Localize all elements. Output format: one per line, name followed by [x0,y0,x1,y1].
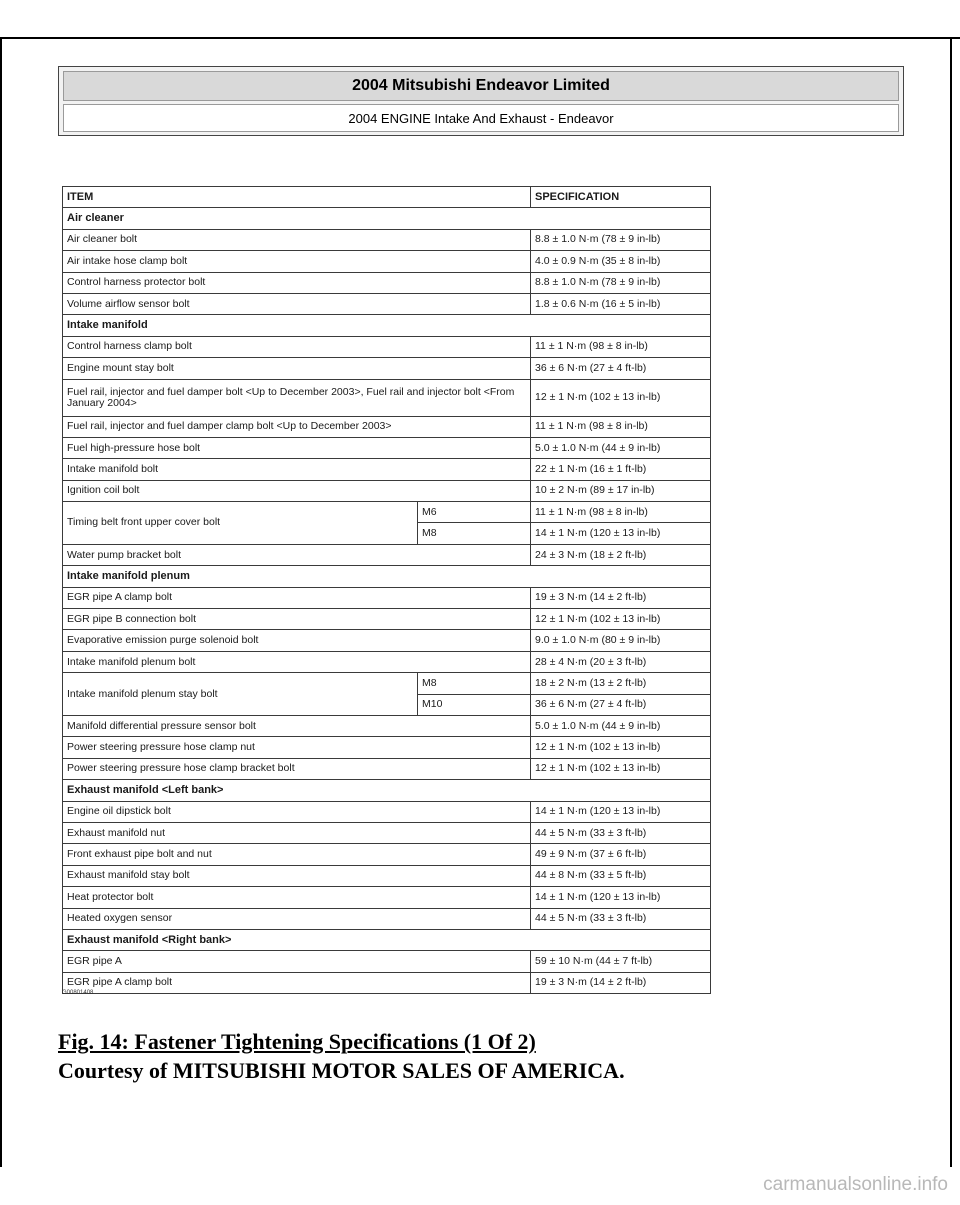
page-left-rule [0,37,2,1167]
item-cell: Engine mount stay bolt [63,358,531,379]
item-cell: Intake manifold bolt [63,459,531,480]
spec-cell: 24 ± 3 N·m (18 ± 2 ft-lb) [531,544,711,565]
size-cell: M6 [418,502,531,523]
table-row [63,972,711,993]
item-cell: Air intake hose clamp bolt [63,251,531,272]
table-row [63,480,711,501]
item-cell: Exhaust manifold stay bolt [63,865,531,886]
item-cell: Air cleaner bolt [63,229,531,250]
table-row [63,908,711,929]
spec-cell: 22 ± 1 N·m (16 ± 1 ft-lb) [531,459,711,480]
section-heading: Exhaust manifold <Right bank> [63,929,711,950]
item-cell: EGR pipe A [63,951,531,972]
spec-cell: 44 ± 5 N·m (33 ± 3 ft-lb) [531,822,711,843]
table-row [63,544,711,565]
item-cell: EGR pipe A clamp bolt [63,972,531,993]
spec-cell: 18 ± 2 N·m (13 ± 2 ft-lb) [531,673,711,694]
spec-cell: 11 ± 1 N·m (98 ± 8 in-lb) [531,502,711,523]
spec-table-body [63,187,711,994]
table-row [63,630,711,651]
spec-cell: 36 ± 6 N·m (27 ± 4 ft-lb) [531,694,711,715]
section-row [63,566,711,587]
table-row [63,379,711,416]
section-row [63,208,711,229]
item-cell: Fuel rail, injector and fuel damper clamp bolt <Up to December 2003> [63,416,531,437]
spec-cell: 19 ± 3 N·m (14 ± 2 ft-lb) [531,587,711,608]
item-cell: Heat protector bolt [63,887,531,908]
item-cell: Fuel rail, injector and fuel damper bolt <Up to December 2003>, Fuel rail and injector bolt <From January 2004> [63,379,531,416]
spec-cell: 1.8 ± 0.6 N·m (16 ± 5 in-lb) [531,293,711,314]
spec-cell: 28 ± 4 N·m (20 ± 3 ft-lb) [531,651,711,672]
item-cell: Evaporative emission purge solenoid bolt [63,630,531,651]
table-row [63,844,711,865]
spec-cell: 8.8 ± 1.0 N·m (78 ± 9 in-lb) [531,229,711,250]
spec-cell: 9.0 ± 1.0 N·m (80 ± 9 in-lb) [531,630,711,651]
table-row [63,737,711,758]
column-header-item: ITEM [63,187,531,208]
figure-caption-title: Fig. 14: Fastener Tightening Specifications (1 Of 2) [58,1029,536,1054]
item-cell: Fuel high-pressure hose bolt [63,437,531,458]
section-row [63,929,711,950]
spec-cell: 12 ± 1 N·m (102 ± 13 in-lb) [531,758,711,779]
table-row [63,673,711,694]
item-cell: Intake manifold plenum bolt [63,651,531,672]
figure-caption-credit: Courtesy of MITSUBISHI MOTOR SALES OF AMERICA. [58,1058,625,1083]
spec-figure [62,186,710,989]
header-title: 2004 Mitsubishi Endeavor Limited [63,71,899,101]
item-cell: Intake manifold plenum stay bolt [63,673,418,716]
item-cell: Control harness clamp bolt [63,336,531,357]
section-row [63,315,711,336]
item-cell: Exhaust manifold nut [63,822,531,843]
page-top-rule [0,37,960,39]
table-row [63,822,711,843]
table-row [63,887,711,908]
table-row [63,651,711,672]
spec-cell: 12 ± 1 N·m (102 ± 13 in-lb) [531,379,711,416]
spec-cell: 4.0 ± 0.9 N·m (35 ± 8 in-lb) [531,251,711,272]
table-header-row [63,187,711,208]
section-heading: Air cleaner [63,208,711,229]
spec-cell: 36 ± 6 N·m (27 ± 4 ft-lb) [531,358,711,379]
item-cell: Power steering pressure hose clamp bracket bolt [63,758,531,779]
table-row [63,336,711,357]
item-cell: Front exhaust pipe bolt and nut [63,844,531,865]
item-cell: Power steering pressure hose clamp nut [63,737,531,758]
spec-cell: 49 ± 9 N·m (37 ± 6 ft-lb) [531,844,711,865]
table-row [63,272,711,293]
spec-cell: 44 ± 5 N·m (33 ± 3 ft-lb) [531,908,711,929]
spec-cell: 11 ± 1 N·m (98 ± 8 in-lb) [531,336,711,357]
item-cell: EGR pipe B connection bolt [63,609,531,630]
spec-table [62,186,711,994]
spec-cell: 19 ± 3 N·m (14 ± 2 ft-lb) [531,972,711,993]
spec-cell: 12 ± 1 N·m (102 ± 13 in-lb) [531,609,711,630]
table-row [63,229,711,250]
spec-cell: 8.8 ± 1.0 N·m (78 ± 9 in-lb) [531,272,711,293]
spec-cell: 14 ± 1 N·m (120 ± 13 in-lb) [531,801,711,822]
table-row [63,951,711,972]
column-header-specification: SPECIFICATION [531,187,711,208]
item-cell: Engine oil dipstick bolt [63,801,531,822]
spec-cell: 14 ± 1 N·m (120 ± 13 in-lb) [531,523,711,544]
section-heading: Intake manifold [63,315,711,336]
table-row [63,502,711,523]
table-row [63,459,711,480]
watermark: carmanualsonline.info [763,1174,948,1195]
item-cell: EGR pipe A clamp bolt [63,587,531,608]
item-cell: Manifold differential pressure sensor bolt [63,715,531,736]
spec-cell: 44 ± 8 N·m (33 ± 5 ft-lb) [531,865,711,886]
table-row [63,251,711,272]
table-row [63,758,711,779]
table-row [63,801,711,822]
table-row [63,293,711,314]
table-row [63,437,711,458]
document-header [58,66,904,136]
table-row [63,715,711,736]
table-row [63,416,711,437]
spec-cell: 5.0 ± 1.0 N·m (44 ± 9 in-lb) [531,715,711,736]
spec-cell: 14 ± 1 N·m (120 ± 13 in-lb) [531,887,711,908]
table-row [63,358,711,379]
item-cell: Volume airflow sensor bolt [63,293,531,314]
table-row [63,609,711,630]
spec-cell: 5.0 ± 1.0 N·m (44 ± 9 in-lb) [531,437,711,458]
spec-cell: 59 ± 10 N·m (44 ± 7 ft-lb) [531,951,711,972]
spec-cell: 10 ± 2 N·m (89 ± 17 in-lb) [531,480,711,501]
figure-id: G00801408 [62,990,94,996]
size-cell: M8 [418,523,531,544]
item-cell: Ignition coil bolt [63,480,531,501]
spec-cell: 12 ± 1 N·m (102 ± 13 in-lb) [531,737,711,758]
spec-cell: 11 ± 1 N·m (98 ± 8 in-lb) [531,416,711,437]
page-right-rule [950,37,952,1167]
header-subtitle: 2004 ENGINE Intake And Exhaust - Endeavor [63,104,899,132]
size-cell: M10 [418,694,531,715]
table-row [63,587,711,608]
section-heading: Intake manifold plenum [63,566,711,587]
table-row [63,865,711,886]
item-cell: Control harness protector bolt [63,272,531,293]
item-cell: Water pump bracket bolt [63,544,531,565]
section-heading: Exhaust manifold <Left bank> [63,780,711,801]
section-row [63,780,711,801]
item-cell: Timing belt front upper cover bolt [63,502,418,545]
size-cell: M8 [418,673,531,694]
item-cell: Heated oxygen sensor [63,908,531,929]
